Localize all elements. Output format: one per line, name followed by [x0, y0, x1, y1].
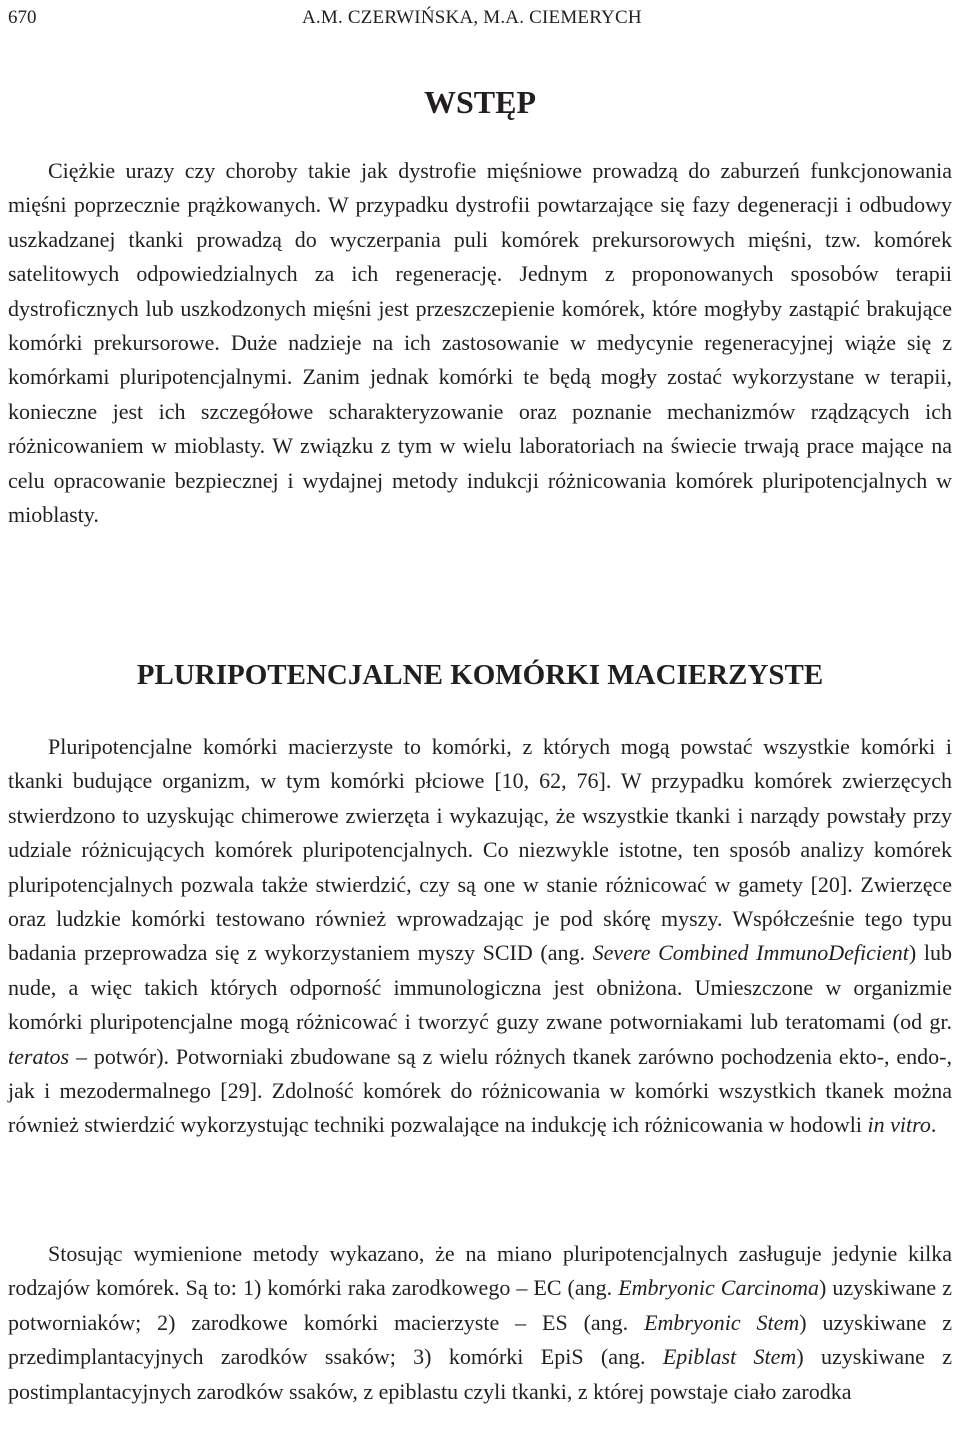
paragraph-pluripotent-1 — [8, 730, 952, 1143]
page-header — [8, 4, 952, 32]
text-run: ) uzyskiwane z potworniaków; 2) zarodkowe komórki macierzyste – ES (ang. — [8, 1275, 952, 1335]
italic-term: Embryonic Stem — [644, 1309, 800, 1335]
text-run: Stosując wymienione metody wykazano, że na miano pluripotencjalnych zasługuje jedynie kilka rodzajów komórek. Są to: 1) komórki raka zarodkowego – EC (ang. — [8, 1241, 952, 1301]
italic-term: Severe Combined ImmunoDeficient — [592, 940, 909, 966]
italic-term: Epiblast Stem — [662, 1344, 797, 1370]
text-run: ) uzyskiwane z postimplantacyjnych zarodków ssaków, z epiblastu czyli tkanki, z której powstaje ciało zarodka — [8, 1344, 952, 1404]
italic-term: Embryonic Carcinoma — [618, 1275, 819, 1301]
italic-term: in vitro — [867, 1112, 931, 1138]
section-heading-wstep: WSTĘP — [423, 84, 537, 120]
paragraph-intro: Ciężkie urazy czy choroby takie jak dystrofie mięśniowe prowadzą do zaburzeń funkcjonowania mięśni poprzecznie prążkowanych. W przypadku dystrofii powtarzające się fazy degeneracji i odbudowy uszkadzanej tkanki prowadzą do wyczerpania puli komórek prekursorowych mięśni, tzw. komórek satelitowych odpowiedzialnych za ich regenerację. Jednym z proponowanych sposobów terapii dystroficznych lub uszkodzonych mięśni jest przeszczepienie komórek, które mogłyby zastąpić brakujące komórki prekursorowe. Duże nadzieje na ich zastosowanie w medycynie regeneracyjnej wiąże się z komórkami pluripotencjalnymi. Zanim jednak komórki te będą mogły zostać wykorzystane w terapii, konieczne jest ich szczegółowe scharakteryzowanie oraz poznanie mechanizmów rządzących ich różnicowaniem w mioblasty. W związku z tym w wielu laboratoriach na świecie trwają prace mające na celu opracowanie bezpiecznej i wydajnej metody indukcji różnicowania komórek pluripotencjalnych w mioblasty. — [8, 158, 952, 528]
text-run: Pluripotencjalne komórki macierzyste to komórki, z których mogą powstać wszystkie komórki i tkanki budujące organizm, w tym komórki płciowe [10, 62, 76]. W przypadku komórek zwierzęcych stwierdzono to uzyskując chimerowe zwierzęta i wykazując, że wszystkie tkanki i narządy powstały przy udziale różnicujących komórek pluripotencjalnych. Co niezwykle istotne, ten sposób analizy komórek pluripotencjalnych pozwala także stwierdzić, czy są one w stanie różnicować w gamety [20]. Zwierzęce oraz ludzkie komórki testowano również wprowadzając je pod skórę myszy. Współcześnie tego typu badania przeprowadza się z wykorzystaniem myszy SCID (ang. — [8, 734, 952, 966]
page-number: 670 — [8, 7, 37, 28]
text-run: – potwór). Potworniaki zbudowane są z wielu różnych tkanek zarówno pochodzenia ekto-, endo-, jak i mezodermalnego [29]. Zdolność komórek do różnicowania w komórki wszystkich tkanek można również stwierdzić wykorzystując techniki pozwalające na indukcję ich różnicowania w hodowli — [8, 1043, 952, 1138]
text-run: . — [930, 1112, 937, 1138]
italic-term: teratos — [8, 1043, 70, 1069]
section-heading-pluripotent: PLURIPOTENCJALNE KOMÓRKI MACIERZYSTE — [136, 659, 824, 691]
paragraph-pluripotent-2 — [8, 1237, 952, 1409]
text-run: ) lub nude, a więc takich których odporność immunologiczna jest obniżona. Umieszczone w organizmie komórki pluripotencjalne mogą różnicować i tworzyć guzy zwane potworniakami lub teratomami (od gr. — [8, 940, 952, 1035]
running-head: A.M. CZERWIŃSKA, M.A. CIEMERYCH — [302, 7, 642, 28]
text-run: ) uzyskiwane z przedimplantacyjnych zarodków ssaków; 3) komórki EpiS (ang. — [8, 1309, 953, 1370]
